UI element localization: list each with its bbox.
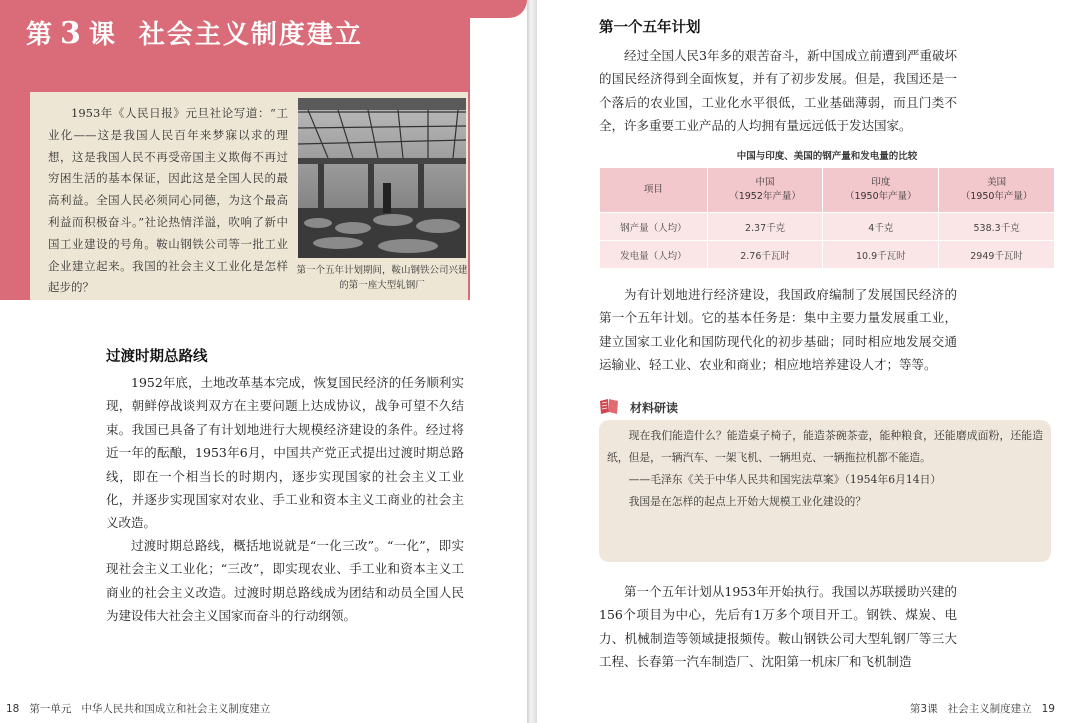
material-source: ——毛泽东《关于中华人民共和国宪法草案》（1954年6月14日） [628, 473, 942, 486]
material-question: 我国是在怎样的起点上开始大规模工业化建设的？ [628, 495, 867, 508]
header-line: 印度 [871, 177, 891, 188]
material-quote: 现在我们能造什么？能造桌子椅子，能造茶碗茶壶，能种粮食，还能磨成面粉，还能造纸，但是，一辆汽车、一架飞机、一辆坦克、一辆拖拉机都不能造。 [607, 429, 1043, 464]
right-page [537, 0, 1067, 723]
left-page [0, 0, 527, 723]
unit-label: 第一单元 [29, 703, 72, 715]
intro-text: 1953年《人民日报》元旦社论写道：“工业化——这是我国人民百年来梦寐以求的理想，这是我国人民不再受帝国主义欺侮不再过穷困生活的基本保证，因此这是全国人民的最高利益。全国人民必须同心同德，为这个最高利益而积极奋斗。”社论热情洋溢，吹响了新中国工业建设的号角。鞍山钢铁公司等一批工业企业建立起来。我国的社会主义工业化是怎样起步的？ [48, 106, 288, 295]
table-header-cell [939, 168, 1055, 213]
header-line: 中国 [755, 177, 775, 188]
table-cell: 2949千瓦时 [939, 241, 1055, 269]
table-header-cell [600, 168, 708, 213]
left-folio [6, 701, 270, 716]
unit-title: 中华人民共和国成立和社会主义制度建立 [81, 703, 271, 715]
right-folio [910, 701, 1055, 716]
section-title-five-year-plan: 第一个五年计划 [599, 20, 701, 36]
table-cell: 钢产量（人均） [600, 213, 708, 241]
header-corner-decoration [470, 0, 527, 18]
lesson-name: 社会主义制度建立 [138, 20, 363, 50]
table-cell: 538.3千克 [939, 213, 1055, 241]
header-line: （1950年产量） [844, 191, 917, 202]
paragraph-transition-1: 1952年底，土地改革基本完成，恢复国民经济的任务顺利实现，朝鲜停战谈判双方在主要问题上达成协议，战争可望不久结束。我国已具备了有计划地进行大规模经济建设的条件。经过将近一年的酝酿，1953年6月，中国共产党正式提出过渡时期总路线，即在一个相当长的时期内，逐步实现国家的社会主义工业化，并逐步实现国家对农业、手工业和资本主义工商业的社会主义改造。 [106, 375, 464, 531]
steel-mill-photo [298, 98, 466, 258]
book-icon [598, 397, 620, 415]
material-text [607, 425, 1043, 513]
lesson-title [26, 14, 363, 51]
header-line: （1950年产量） [960, 191, 1033, 202]
comparison-table [599, 167, 1055, 269]
paragraph-recovery: 经过全国人民3年多的艰苦奋斗，新中国成立前遭到严重破坏的国民经济得到全面恢复，并有了初步发展。但是，我国还是一个落后的农业国，工业化水平很低，工业基础薄弱，而且门类不全，许多重要工业产品的人均拥有量远远低于发达国家。 [599, 48, 957, 134]
lesson-number: 3 [60, 16, 83, 51]
table-row [600, 241, 1055, 269]
paragraph-execution: 第一个五年计划从1953年开始执行。我国以苏联援助兴建的156个项目为中心，先后有1万多个项目开工。钢铁、煤炭、电力、机械制造等领域捷报频传。鞍山钢铁公司大型轧钢厂等三大工程、长春第一汽车制造厂、沈阳第一机床厂和飞机制造 [599, 584, 957, 670]
table-cell: 2.37千克 [707, 213, 823, 241]
header-line: 美国 [987, 177, 1007, 188]
table-cell: 发电量（人均） [600, 241, 708, 269]
paragraph-five-year-plan-tasks: 为有计划地进行经济建设，我国政府编制了发展国民经济的第一个五年计划。它的基本任务是：集中主要力量发展重工业，建立国家工业化和国防现代化的初步基础；同时相应地发展交通运输业、轻工业、农业和商业；相应地培养建设人才；等等。 [599, 287, 957, 373]
table-cell: 10.9千瓦时 [823, 241, 939, 269]
page-number-left: 18 [6, 703, 20, 715]
book-gutter [527, 0, 537, 723]
lesson-suffix: 课 [88, 20, 117, 50]
header-line: （1952年产量） [729, 191, 801, 202]
material-label: 材料研读 [630, 401, 679, 415]
header-line: 项目 [643, 184, 663, 195]
table-cell: 4千克 [823, 213, 939, 241]
table-cell: 2.76千瓦时 [707, 241, 823, 269]
page-number-right: 19 [1041, 703, 1055, 715]
table-header-cell [823, 168, 939, 213]
table-header-cell [707, 168, 823, 213]
lesson-folio-title: 社会主义制度建立 [947, 703, 1032, 715]
photo-caption: 第一个五年计划期间，鞍山钢铁公司兴建的第一座大型轧钢厂 [296, 265, 468, 291]
lesson-label: 第3课 [909, 703, 938, 715]
paragraph-transition-2: 过渡时期总路线，概括地说就是“一化三改”。“一化”，即实现社会主义工业化；“三改”，即实现农业、手工业和资本主义工商业的社会主义改造。过渡时期总路线成为团结和动员全国人民为建设伟大社会主义国家而奋斗的行动纲领。 [106, 538, 464, 624]
lesson-prefix: 第 [26, 20, 55, 50]
section-title-transition-line: 过渡时期总路线 [106, 349, 208, 365]
table-row [600, 213, 1055, 241]
table-header-row [600, 168, 1055, 213]
table-title: 中国与印度、美国的钢产量和发电量的比较 [736, 151, 918, 162]
